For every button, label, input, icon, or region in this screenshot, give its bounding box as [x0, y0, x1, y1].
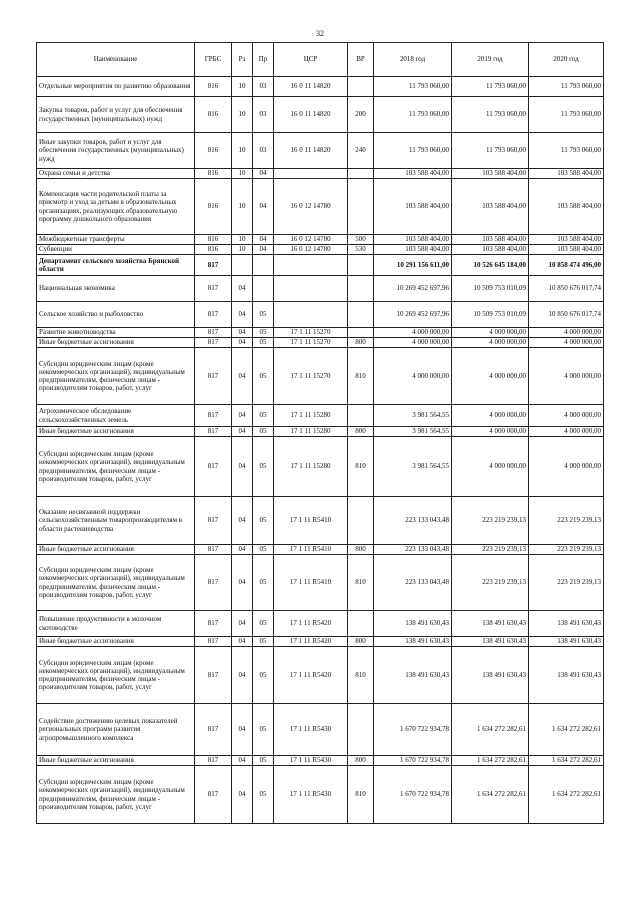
cell-2018: 103 588 404,00: [374, 179, 452, 235]
table-row: [37, 756, 604, 766]
cell-2020: 138 491 630,43: [529, 637, 604, 647]
cell-name: Повышение продуктивности в молочном скотоводстве: [37, 611, 195, 637]
cell-2018: 223 133 043,48: [374, 545, 452, 555]
table-row: [37, 405, 604, 427]
cell-name: Закупка товаров, работ и услуг для обеспечения государственных (муниципальных) нужд: [37, 97, 195, 133]
cell-2019: 223 219 239,13: [452, 555, 529, 611]
cell-pr: [253, 276, 274, 302]
cell-name: Сельское хозяйство и рыболовство: [37, 302, 195, 328]
page-number: 32: [316, 29, 324, 38]
cell-pr: 05: [253, 766, 274, 824]
table-row: [37, 545, 604, 555]
cell-2019: 223 219 239,13: [452, 497, 529, 545]
cell-name: Иные закупки товаров, работ и услуг для обеспечения государственных (муниципальных) нужд: [37, 133, 195, 169]
header-rz: Рз: [232, 43, 253, 77]
cell-2019: 4 000 000,00: [452, 338, 529, 348]
cell-csr: 17 1 11 R5420: [274, 647, 348, 704]
header-2019: 2019 год: [452, 43, 529, 77]
cell-rz: 10: [232, 133, 253, 169]
cell-pr: 04: [253, 235, 274, 245]
budget-table: [36, 42, 604, 824]
cell-name: Охрана семьи и детства: [37, 169, 195, 179]
cell-vr: 810: [348, 437, 374, 497]
cell-grbs: 817: [195, 405, 232, 427]
cell-grbs: 817: [195, 276, 232, 302]
table-row: [37, 348, 604, 405]
cell-vr: [348, 405, 374, 427]
cell-vr: 500: [348, 235, 374, 245]
cell-2019: 4 000 000,00: [452, 427, 529, 437]
cell-2020: 103 588 404,00: [529, 245, 604, 255]
cell-name: Субвенции: [37, 245, 195, 255]
cell-2020: 4 000 000,00: [529, 328, 604, 338]
cell-2019: 11 793 060,00: [452, 133, 529, 169]
table-row: [37, 338, 604, 348]
table-row: [37, 647, 604, 704]
cell-csr: 17 1 11 R5420: [274, 611, 348, 637]
cell-2018: 138 491 630,43: [374, 611, 452, 637]
cell-rz: 04: [232, 328, 253, 338]
cell-2020: 10 850 676 017,74: [529, 302, 604, 328]
cell-pr: [253, 255, 274, 276]
cell-pr: 03: [253, 133, 274, 169]
cell-csr: 16 0 11 14820: [274, 133, 348, 169]
cell-rz: 10: [232, 245, 253, 255]
table-row: [37, 276, 604, 302]
cell-name: Оказание несвязанной поддержки сельскохозяйственным товаропроизводителям в области растениеводства: [37, 497, 195, 545]
cell-pr: 04: [253, 245, 274, 255]
cell-pr: 03: [253, 97, 274, 133]
cell-2019: 103 588 404,00: [452, 179, 529, 235]
cell-vr: [348, 276, 374, 302]
header-vr: ВР: [348, 43, 374, 77]
cell-2019: 11 793 060,00: [452, 77, 529, 97]
cell-name: Отдельные мероприятия по развитию образования: [37, 77, 195, 97]
table-row: [37, 704, 604, 756]
cell-rz: 04: [232, 637, 253, 647]
cell-csr: 17 1 11 R5410: [274, 555, 348, 611]
cell-rz: 04: [232, 647, 253, 704]
cell-rz: 04: [232, 437, 253, 497]
cell-2018: 1 670 722 934,78: [374, 756, 452, 766]
cell-2018: 3 981 564,55: [374, 405, 452, 427]
cell-csr: [274, 302, 348, 328]
cell-vr: 810: [348, 766, 374, 824]
cell-2019: 138 491 630,43: [452, 647, 529, 704]
cell-2019: 10 509 753 010,09: [452, 276, 529, 302]
cell-pr: 05: [253, 756, 274, 766]
cell-name: Субсидии юридическим лицам (кроме некоммерческих организаций), индивидуальным предпринимателям, физическим лицам - производителям товаров, работ, услуг: [37, 647, 195, 704]
cell-2019: 10 526 645 184,00: [452, 255, 529, 276]
cell-2019: 10 509 753 010,09: [452, 302, 529, 328]
cell-2018: 103 588 404,00: [374, 169, 452, 179]
cell-pr: 03: [253, 77, 274, 97]
cell-2019: 103 588 404,00: [452, 235, 529, 245]
cell-pr: 04: [253, 179, 274, 235]
cell-vr: [348, 179, 374, 235]
cell-pr: 05: [253, 427, 274, 437]
cell-vr: 530: [348, 245, 374, 255]
cell-2020: 11 793 060,00: [529, 97, 604, 133]
cell-pr: 05: [253, 328, 274, 338]
cell-2018: 223 133 043,48: [374, 497, 452, 545]
cell-2018: 10 291 156 611,00: [374, 255, 452, 276]
cell-vr: [348, 255, 374, 276]
cell-name: Развитие животноводства: [37, 328, 195, 338]
cell-grbs: 817: [195, 611, 232, 637]
cell-csr: [274, 169, 348, 179]
cell-grbs: 817: [195, 427, 232, 437]
cell-2018: 4 000 000,00: [374, 328, 452, 338]
cell-vr: 800: [348, 427, 374, 437]
cell-vr: 800: [348, 545, 374, 555]
cell-rz: 10: [232, 77, 253, 97]
table-row: [37, 427, 604, 437]
cell-2020: 223 219 239,13: [529, 545, 604, 555]
cell-grbs: 816: [195, 179, 232, 235]
header-2020: 2020 год: [529, 43, 604, 77]
cell-csr: 16 0 11 14820: [274, 77, 348, 97]
cell-name: Компенсация части родительской платы за присмотр и уход за детьми в образовательных организациях, реализующих образовательную программу дошкольного образования: [37, 179, 195, 235]
cell-rz: 04: [232, 302, 253, 328]
table-row: [37, 179, 604, 235]
cell-2020: 4 000 000,00: [529, 405, 604, 427]
header-csr: ЦСР: [274, 43, 348, 77]
cell-2018: 11 793 060,00: [374, 97, 452, 133]
cell-name: Содействие достижению целевых показателей региональных программ развития агропромышленного комплекса: [37, 704, 195, 756]
cell-csr: 17 1 11 R5430: [274, 766, 348, 824]
cell-vr: [348, 328, 374, 338]
cell-2019: 1 634 272 282,61: [452, 766, 529, 824]
cell-vr: [348, 169, 374, 179]
cell-2020: 1 634 272 282,61: [529, 704, 604, 756]
cell-rz: 04: [232, 405, 253, 427]
cell-vr: 810: [348, 555, 374, 611]
cell-2019: 1 634 272 282,61: [452, 756, 529, 766]
cell-2018: 10 269 452 697,96: [374, 276, 452, 302]
cell-grbs: 817: [195, 328, 232, 338]
cell-vr: [348, 611, 374, 637]
cell-csr: 17 1 11 R5430: [274, 756, 348, 766]
cell-pr: 05: [253, 348, 274, 405]
cell-grbs: 816: [195, 97, 232, 133]
cell-2020: 10 858 474 496,00: [529, 255, 604, 276]
cell-2020: 223 219 239,13: [529, 555, 604, 611]
cell-2020: 11 793 060,00: [529, 133, 604, 169]
cell-rz: 10: [232, 169, 253, 179]
table-row: [37, 97, 604, 133]
cell-2020: 103 588 404,00: [529, 235, 604, 245]
cell-grbs: 817: [195, 497, 232, 545]
cell-2019: 11 793 060,00: [452, 97, 529, 133]
cell-grbs: 816: [195, 235, 232, 245]
cell-2018: 138 491 630,43: [374, 647, 452, 704]
cell-2019: 138 491 630,43: [452, 637, 529, 647]
cell-pr: 05: [253, 437, 274, 497]
cell-grbs: 816: [195, 169, 232, 179]
table-row: [37, 437, 604, 497]
table-row: [37, 637, 604, 647]
cell-grbs: 816: [195, 133, 232, 169]
table-row: [37, 766, 604, 824]
table-row: [37, 169, 604, 179]
cell-vr: 810: [348, 348, 374, 405]
cell-vr: 240: [348, 133, 374, 169]
cell-2018: 1 670 722 934,78: [374, 766, 452, 824]
cell-pr: 05: [253, 497, 274, 545]
cell-grbs: 817: [195, 647, 232, 704]
cell-rz: [232, 255, 253, 276]
cell-vr: 200: [348, 97, 374, 133]
cell-csr: 17 1 11 15280: [274, 427, 348, 437]
cell-grbs: 816: [195, 245, 232, 255]
cell-rz: 04: [232, 756, 253, 766]
cell-grbs: 817: [195, 766, 232, 824]
cell-name: Агрохимическое обследование сельскохозяйственных земель: [37, 405, 195, 427]
cell-grbs: 816: [195, 77, 232, 97]
table-row: [37, 302, 604, 328]
cell-2018: 4 000 000,00: [374, 348, 452, 405]
cell-rz: 10: [232, 235, 253, 245]
cell-grbs: 817: [195, 555, 232, 611]
cell-2020: 223 219 239,13: [529, 497, 604, 545]
cell-rz: 04: [232, 704, 253, 756]
cell-name: Субсидии юридическим лицам (кроме некоммерческих организаций), индивидуальным предпринимателям, физическим лицам - производителям товаров, работ, услуг: [37, 437, 195, 497]
cell-rz: 04: [232, 555, 253, 611]
table-row: [37, 235, 604, 245]
cell-2019: 223 219 239,13: [452, 545, 529, 555]
table-row: [37, 497, 604, 545]
cell-grbs: 817: [195, 255, 232, 276]
cell-pr: 04: [253, 169, 274, 179]
cell-grbs: 817: [195, 704, 232, 756]
cell-grbs: 817: [195, 756, 232, 766]
cell-pr: 05: [253, 647, 274, 704]
cell-2018: 103 588 404,00: [374, 235, 452, 245]
table-row: [37, 255, 604, 276]
cell-2018: 103 588 404,00: [374, 245, 452, 255]
cell-vr: 800: [348, 637, 374, 647]
cell-2018: 10 269 452 697,96: [374, 302, 452, 328]
cell-name: Субсидии юридическим лицам (кроме некоммерческих организаций), индивидуальным предпринимателям, физическим лицам - производителям товаров, работ, услуг: [37, 348, 195, 405]
cell-grbs: 817: [195, 348, 232, 405]
cell-name: Межбюджетные трансферты: [37, 235, 195, 245]
cell-2020: 4 000 000,00: [529, 348, 604, 405]
cell-name: Иные бюджетные ассигнования: [37, 338, 195, 348]
header-name: Наименование: [37, 43, 195, 77]
cell-vr: 800: [348, 338, 374, 348]
cell-2019: 4 000 000,00: [452, 437, 529, 497]
cell-2019: 103 588 404,00: [452, 169, 529, 179]
cell-pr: 05: [253, 611, 274, 637]
cell-2020: 103 588 404,00: [529, 169, 604, 179]
cell-pr: 05: [253, 405, 274, 427]
cell-csr: [274, 255, 348, 276]
cell-2019: 4 000 000,00: [452, 405, 529, 427]
cell-2018: 223 133 043,48: [374, 555, 452, 611]
cell-csr: 17 1 11 15270: [274, 328, 348, 338]
cell-rz: 04: [232, 338, 253, 348]
cell-csr: 16 0 11 14820: [274, 97, 348, 133]
cell-csr: 16 0 12 14780: [274, 179, 348, 235]
cell-pr: 05: [253, 704, 274, 756]
table-row: [37, 611, 604, 637]
cell-csr: 17 1 11 R5410: [274, 497, 348, 545]
cell-2018: 3 981 564,55: [374, 437, 452, 497]
cell-name: Национальная экономика: [37, 276, 195, 302]
cell-vr: [348, 497, 374, 545]
cell-vr: [348, 77, 374, 97]
cell-pr: 05: [253, 545, 274, 555]
cell-2020: 4 000 000,00: [529, 338, 604, 348]
cell-2018: 138 491 630,43: [374, 637, 452, 647]
cell-2018: 11 793 060,00: [374, 77, 452, 97]
cell-grbs: 817: [195, 637, 232, 647]
cell-csr: 17 1 11 15280: [274, 437, 348, 497]
cell-grbs: 817: [195, 545, 232, 555]
cell-2019: 4 000 000,00: [452, 328, 529, 338]
cell-vr: [348, 704, 374, 756]
table-body: [37, 77, 604, 824]
cell-2020: 138 491 630,43: [529, 611, 604, 637]
cell-name: Субсидии юридическим лицам (кроме некоммерческих организаций), индивидуальным предпринимателям, физическим лицам - производителям товаров, работ, услуг: [37, 555, 195, 611]
cell-rz: 04: [232, 427, 253, 437]
cell-2020: 1 634 272 282,61: [529, 766, 604, 824]
cell-2020: 10 850 676 017,74: [529, 276, 604, 302]
cell-grbs: 817: [195, 437, 232, 497]
cell-vr: 800: [348, 756, 374, 766]
cell-grbs: 817: [195, 338, 232, 348]
cell-csr: 16 0 12 14780: [274, 235, 348, 245]
table-row: [37, 133, 604, 169]
cell-name: Субсидии юридическим лицам (кроме некоммерческих организаций), индивидуальным предпринимателям, физическим лицам - производителям товаров, работ, услуг: [37, 766, 195, 824]
cell-csr: 17 1 11 R5430: [274, 704, 348, 756]
cell-name: Департамент сельского хозяйства Брянской области: [37, 255, 195, 276]
cell-rz: 04: [232, 348, 253, 405]
cell-pr: 05: [253, 338, 274, 348]
cell-csr: 17 1 11 15270: [274, 348, 348, 405]
cell-2020: 1 634 272 282,61: [529, 756, 604, 766]
cell-rz: 04: [232, 611, 253, 637]
cell-pr: 05: [253, 637, 274, 647]
cell-2020: 138 491 630,43: [529, 647, 604, 704]
cell-name: Иные бюджетные ассигнования: [37, 756, 195, 766]
cell-csr: 16 0 12 14780: [274, 245, 348, 255]
cell-2019: 103 588 404,00: [452, 245, 529, 255]
cell-2020: 4 000 000,00: [529, 427, 604, 437]
cell-2019: 4 000 000,00: [452, 348, 529, 405]
table-row: [37, 555, 604, 611]
cell-2018: 4 000 000,00: [374, 338, 452, 348]
cell-csr: 17 1 11 15270: [274, 338, 348, 348]
cell-csr: 17 1 11 R5410: [274, 545, 348, 555]
cell-2020: 4 000 000,00: [529, 437, 604, 497]
cell-2018: 1 670 722 934,78: [374, 704, 452, 756]
table-row: [37, 77, 604, 97]
cell-2020: 11 793 060,00: [529, 77, 604, 97]
cell-2018: 11 793 060,00: [374, 133, 452, 169]
cell-vr: 810: [348, 647, 374, 704]
table-header-row: [37, 43, 604, 77]
header-grbs: ГРБС: [195, 43, 232, 77]
cell-pr: 05: [253, 555, 274, 611]
cell-name: Иные бюджетные ассигнования: [37, 545, 195, 555]
cell-name: Иные бюджетные ассигнования: [37, 637, 195, 647]
cell-rz: 04: [232, 545, 253, 555]
cell-grbs: 817: [195, 302, 232, 328]
cell-rz: 10: [232, 97, 253, 133]
cell-name: Иные бюджетные ассигнования: [37, 427, 195, 437]
header-pr: Пр: [253, 43, 274, 77]
cell-csr: 17 1 11 R5420: [274, 637, 348, 647]
header-2018: 2018 год: [374, 43, 452, 77]
table-row: [37, 328, 604, 338]
cell-rz: 10: [232, 179, 253, 235]
cell-csr: 17 1 11 15280: [274, 405, 348, 427]
cell-pr: 05: [253, 302, 274, 328]
cell-2019: 1 634 272 282,61: [452, 704, 529, 756]
table-row: [37, 245, 604, 255]
cell-csr: [274, 276, 348, 302]
cell-2018: 3 981 564,55: [374, 427, 452, 437]
cell-rz: 04: [232, 497, 253, 545]
cell-vr: [348, 302, 374, 328]
cell-2019: 138 491 630,43: [452, 611, 529, 637]
cell-rz: 04: [232, 276, 253, 302]
cell-rz: 04: [232, 766, 253, 824]
cell-2020: 103 588 404,00: [529, 179, 604, 235]
